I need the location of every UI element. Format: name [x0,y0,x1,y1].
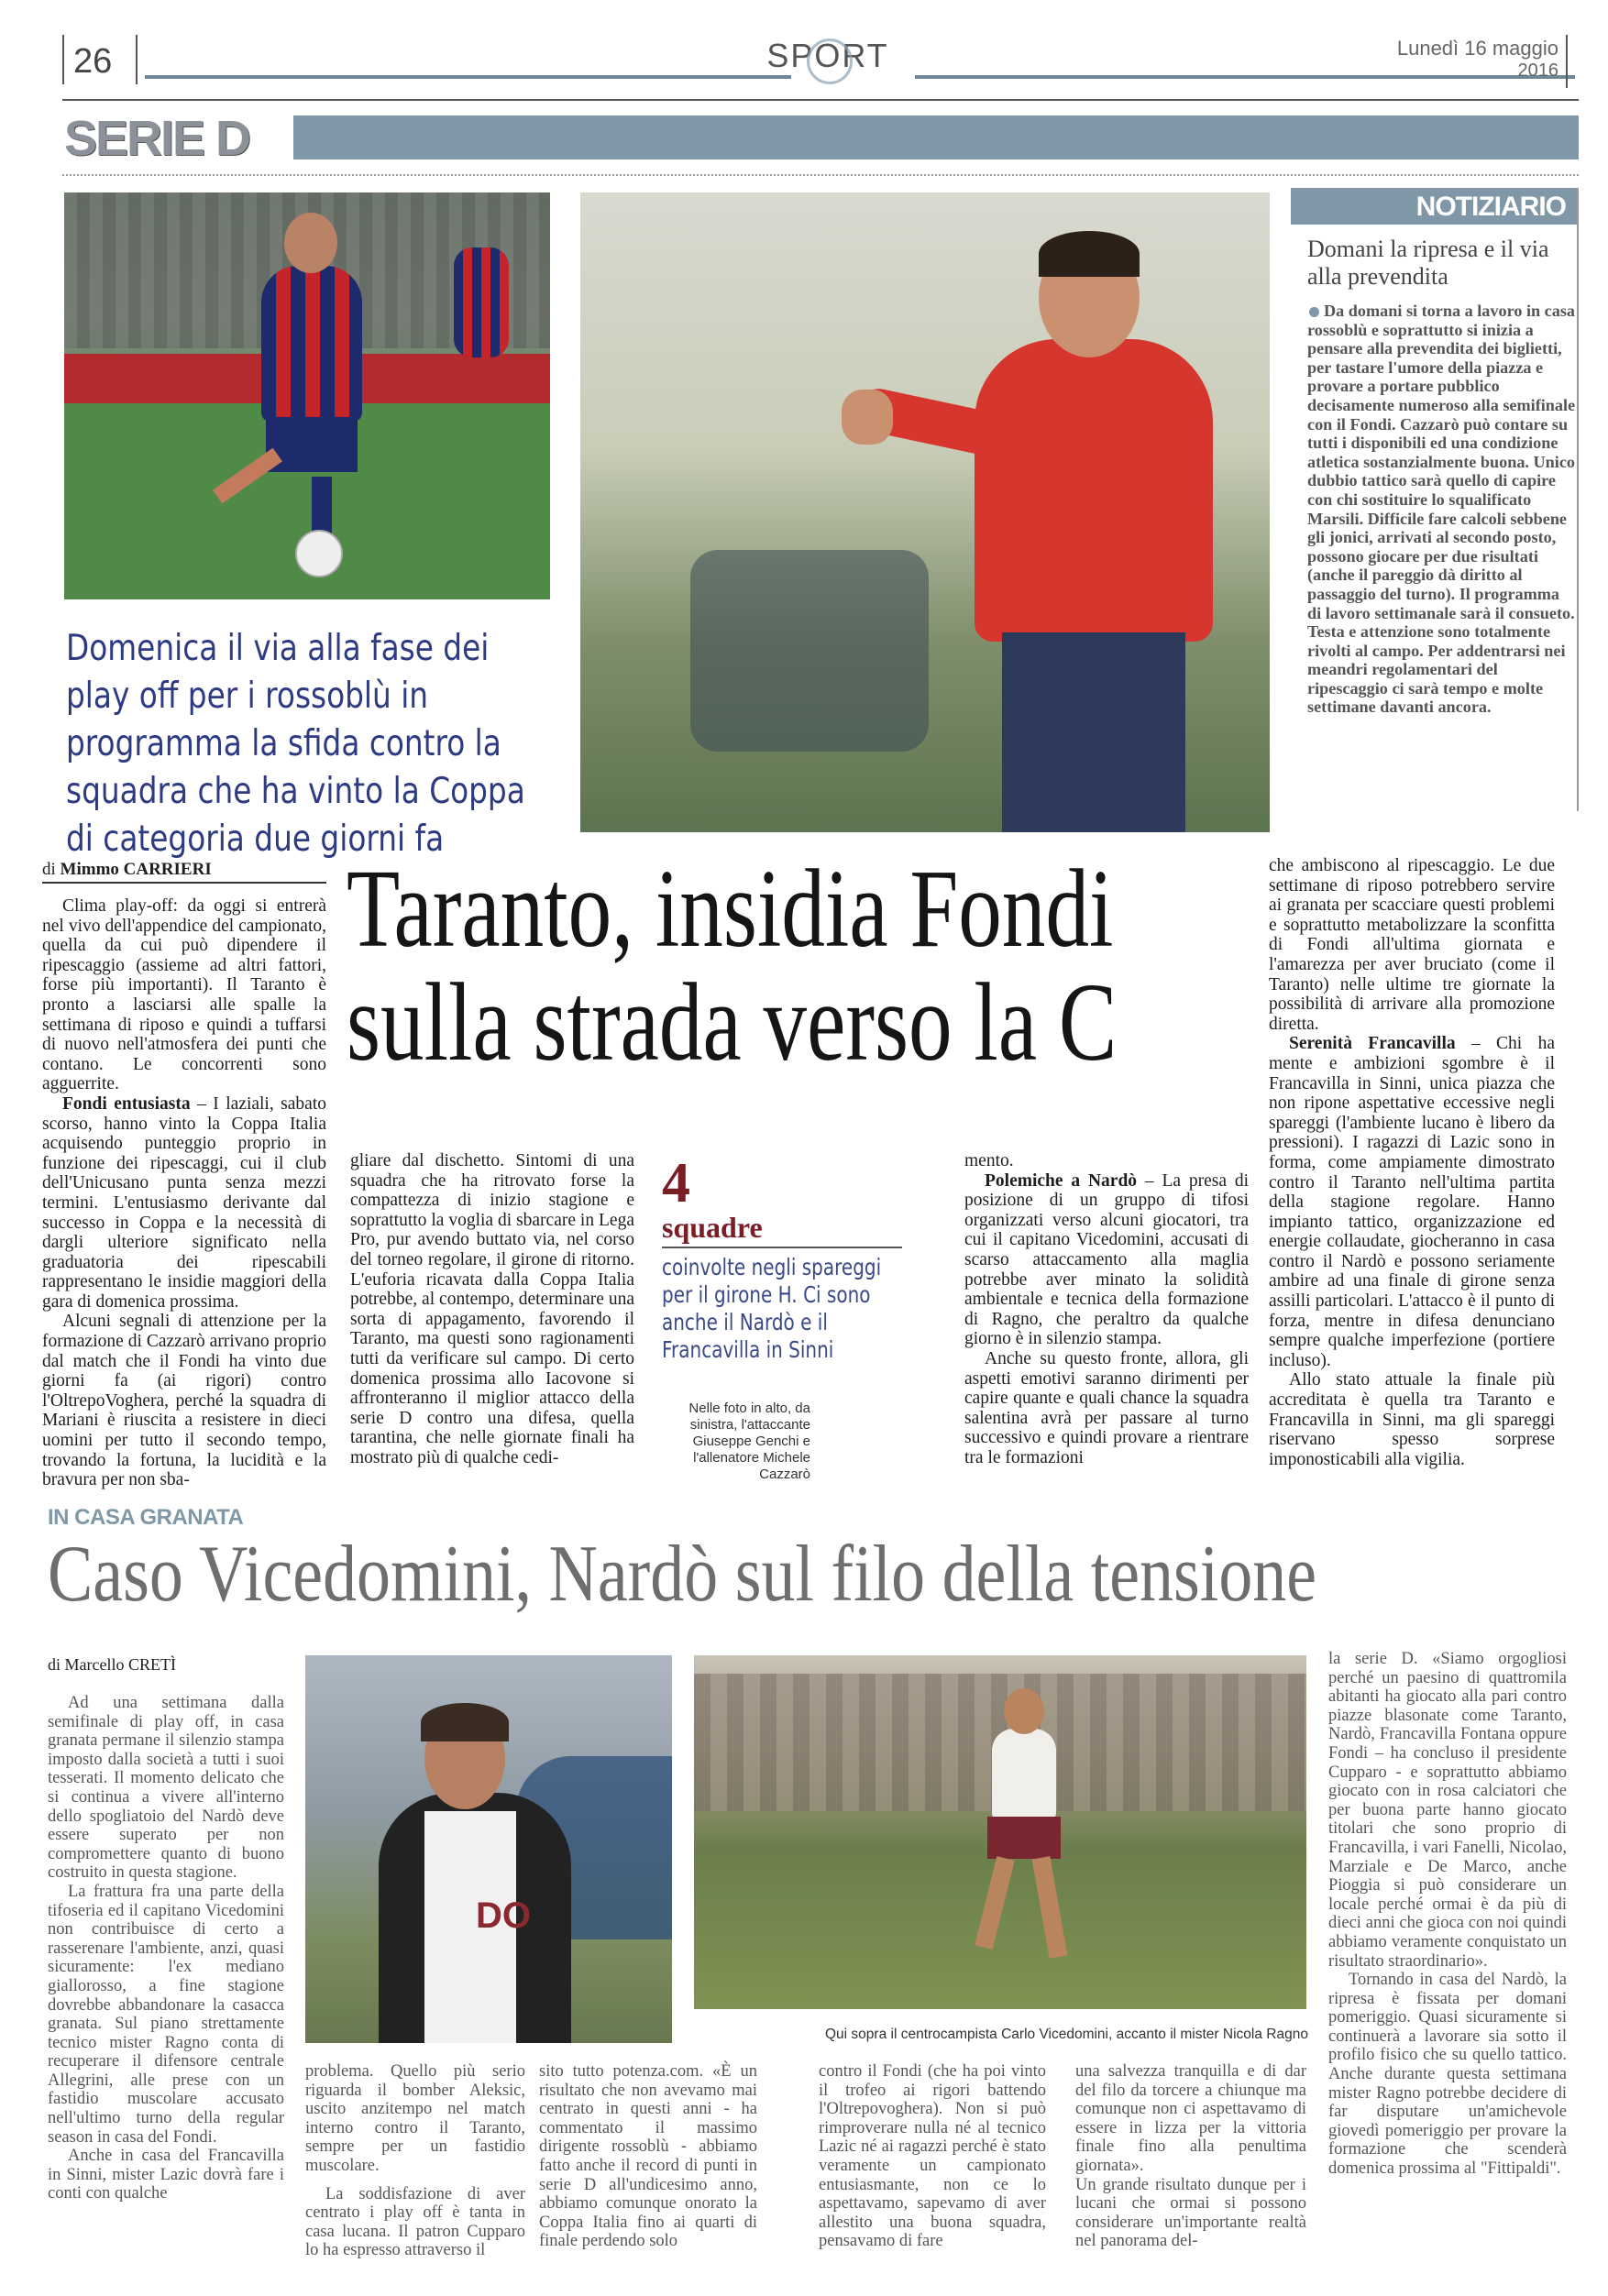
subhead-fondi: Fondi entusiasta [62,1093,191,1114]
vicedomini-leg-1 [975,1856,1015,1950]
header-rule-right [915,75,1575,79]
vicedomini-shirt [992,1729,1056,1820]
main-col4-para-2 [1269,1034,1555,1370]
teammate-figure [454,247,509,357]
notiziario-body: Da domani si torna a lavoro in casa rossoblù e soprattutto si inizia a pensare alla prevendita dei biglietti, per tastare l'umore della piazza e provare a portare pubblico decisamente numeroso alla semifinale con il Fondi. Cazzarò può contare su tutti i disponibili ed una condizione atletica sostanzialmente buona. Unico dubbio tattico sarà quello di capire con chi sostituire lo squalificato Marsili. Difficile fare calcoli sebbene gli jonici, arrivati al secondo posto, possono giocare per due risultati (anche il pareggio dà diritto al passaggio del turno). Il programma di lavoro settimanale sarà il consueto. Testa e attenzione sono totalmente rivolti al campo. Per addentrarsi nei meandri regolamentari del ripescaggio ci sarà tempo e molte settimane davanti ancora. [1307,302,1576,717]
header-rule-left [145,75,791,79]
notiziario-headline: Domani la ripresa e il via alla prevendita [1307,236,1549,290]
para-text: – La presa di posizione di un gruppo di tifosi organizzati verso alcuni giocatori, tra cui il capitano Vicedomini, accusati di scarso attaccamento alla maglia potrebbe aver minato la solidità ambientale e tecnica della formazione di Ragno, che peraltro da qualche giorno è in silenzio stampa. [964,1170,1249,1349]
para-text: mento. [964,1151,1014,1170]
byline-prefix: di [48,1655,61,1674]
header-divider [62,99,1579,101]
section-banner-bar [293,115,1579,159]
main-col-3 [964,1151,1249,1468]
main-headline: Taranto, insidia Fondi sulla strada verso la C [347,847,1118,1084]
second-col2-para-1: problema. Quello più serio riguarda il bomber Aleksic, uscito anzitempo nel match interno contro il Taranto, sempre per un fastidio muscolare. [305,2062,525,2175]
section-title: SPORT [766,37,889,74]
infobox-word: squadre [662,1211,763,1244]
vicedomini-leg-2 [1032,1856,1068,1959]
para-text: Anche su questo fronte, allora, gli aspetti emotivi saranno dirimenti per capire quante e quali chance la squadra salentina avrà per passare al turno successivo e quindi provare a rientrare tra le formazioni [964,1348,1249,1467]
notiziario-border [1577,188,1579,811]
player-genchi-shorts [266,417,358,472]
photo-ragno [305,1655,672,2043]
second-col-6 [1328,1650,1567,2179]
section-banner-label: SERIE D [64,111,250,166]
second-headline: Caso Vicedomini, Nardò sul filo della tensione [48,1530,1317,1619]
main-photo-caption: Nelle foto in alto, da sinistra, l'attaccante Giuseppe Genchi e l'allenatore Michele Cazzarò [688,1401,810,1482]
coach-hand [842,390,893,445]
photo-vicedomini [694,1655,1306,2009]
notiziario-box [1291,188,1579,811]
photo-cazzaro [580,192,1270,832]
main-col1-para-3 [42,1312,326,1489]
coach-hair [1039,231,1140,277]
main-byline [42,860,212,880]
byline-prefix: di [42,860,56,879]
para-text: – Chi ha mente e ambizioni sgombre è il Francavilla in Sinni, unica piazza che non ripone aspettative eccessive negli spareggi (l'ambiente lucano è libero da pressioni). I ragazzi di Lazic sono in forma, come ampiamente dimostrato contro il Taranto nell'ultima partita della stagione regolare. Hanno impianto tattico, organizzazione ed energie collaudate, giocheranno in casa contro il Nardò e possono seriamente ambire ad una finale di girone senza assilli particolari. L'attacco è il punto di forza, mentre in difesa denunciano sempre qualche imperfezione (portiere incluso). [1269,1034,1555,1370]
main-col1-para-2 [42,1094,326,1313]
coach-pants [1002,632,1185,832]
main-col-1 [42,896,326,1490]
subhead-serenita: Serenità Francavilla [1289,1034,1456,1054]
page-number: 26 [73,42,113,81]
section-logo-ring-icon [807,38,853,84]
main-col-4 [1269,856,1555,1469]
main-col4-para-3 [1269,1370,1555,1469]
para-text: Alcuni segnali di attenzione per la formazione di Cazzarò arrivano proprio dal match che il Fondi ha vinto due giorni fa (ai rigori) contro l'OltrepoVoghera, perché la squadra di Mariani è riuscita a resistere in dieci uomini per tutto il secondo tempo, trovando la fortuna, la lucidità e la bravura per non sba- [42,1312,326,1490]
byline-author: Marcello CRETÌ [64,1655,176,1674]
second-photo-caption: Qui sopra il centrocampista Carlo Vicedomini, accanto il mister Nicola Ragno [825,2027,1308,2042]
second-col-5: una salvezza tranquilla e di dar del filo da torcere a chiunque ma comunque non ci aspettavamo di essere in lizza per la vittoria finale fino alla penultima giornata». Un grande risultato dunque per i lucani che ormai si possono considerare un'importante realtà nel panorama del- [1075,2062,1306,2251]
second-col1-para-1: Ad una settimana dalla semifinale di play off, in casa granata permane il silenzio stampa imposto dalla società a tutti i suoi tesserati. Il momento delicato che si continua a vivere all'interno dello spogliatoio del Nardò deve essere superato per non compromettere quanto di buono costruito in questa stagione. [48,1694,284,1883]
second-col-1 [48,1694,284,2203]
second-col-4: contro il Fondi (che ha poi vinto il trofeo ai rigori battendo l'Oltrepovoghera). Non si può rimproverare nulla né al tecnico Lazic né ai ragazzi perché è stato veramente un campionato entusiasmante, non ce lo aspettavamo, sapevamo di aver allestito una buona squadra, pensavamo di fare [819,2062,1046,2251]
main-col3-para-2 [964,1171,1249,1349]
second-col-3: sito tutto potenza.com. «È un risultato che non avevamo mai centrato in questi anni - ha commentato il massimo dirigente rossoblù - abbiamo fatto anche il record di punti in serie D all'undicesimo anno, abbiamo comunque onorato la Coppa Italia fino ai quarti di finale perdendo solo [539,2062,757,2251]
para-text: che ambiscono al ripescaggio. Le due settimane di riposo potrebbero servire ai granata per scacciare questi problemi e soprattutto metabolizzare la sconfitta di Fondi all'ultima giornata e l'amarezza per aver bruciato (come il Taranto) nelle ultime tre giornate la possibilità di arrivare alla promozione diretta. [1269,856,1555,1034]
second-col6-para-2: Tornando in casa del Nardò, la ripresa è fissata per domani pomeriggio. Quasi sicuramente si continuerà a lavorare sia sotto il profilo fisico che su quello tattico. Anche durante questa settimana mister Ragno potrebbe decidere di far disputare un'amichevole giovedì pomeriggio per provare la formazione che scenderà domenica prossima al "Fittipaldi". [1328,1971,1567,2179]
para-text: Allo stato attuale la finale più accreditata è quella tra Taranto e Francavilla in Sinni, ma gli spareggi riservano spesso sorprese imponosticabili alla vigilia. [1269,1370,1555,1469]
banner-dotted-rule [62,174,1579,176]
date-box-rule [1566,35,1568,88]
vicedomini-shorts [987,1817,1061,1859]
second-col1-para-2: La frattura fra una parte della tifoseria ed il capitano Vicedomini non contribuisce di certo a rasserenare l'ambiente, anzi, quasi sicuramente: l'ex mediano giallorosso, a fine stagione dovrebbe abbandonare la casacca granata. Sul piano strettamente tecnico mister Ragno conta di recuperare il difensore centrale Allegrini, alle prese con un fastidio muscolare accusato nell'ultimo turno della regular season in casa del Fondi. [48,1882,284,2147]
ball [295,530,343,577]
ragno-hair [421,1703,509,1741]
main-col1-para-1 [42,896,326,1094]
coach-jacket [975,339,1213,642]
infobox [662,1152,955,1364]
player-genchi-head [284,213,337,273]
second-col6-para-1: la serie D. «Siamo orgogliosi perché un paesino di quattromila abitanti ha giocato alla pari contro piazze blasonate come Taranto, Nardò, Francavilla Fontana oppure Fondi – ha concluso il presidente Cupparo - e soprattutto abbiamo giocato con in rosa calciatori che per buona parte hanno giocato titolari che sono proprio di Francavilla, i vari Fanelli, Nicolao, Marziale e De Marco, anche Pioggia si può considerare un locale perché ormai è da più di dieci anni che gioca con noi quindi abbiamo veramente conquistato un risultato straordinario». [1328,1650,1567,1971]
second-kicker: IN CASA GRANATA [48,1505,244,1530]
main-col4-para-1 [1269,856,1555,1034]
infobox-text: coinvolte negli spareggi per il girone H. Ci sono anche il Nardò e il Francavilla in Sinni [662,1254,882,1363]
second-col1-para-3: Anche in casa del Francavilla in Sinni, mister Lazic dovrà fare i conti con qualche [48,2147,284,2203]
second-col2-para-2: La soddisfazione di aver centrato i play off è tanta in casa lucana. Il patron Cupparo lo ha espresso attraverso il [305,2184,525,2260]
photo-genchi [64,192,550,599]
second-byline [48,1655,176,1675]
vicedomini-head [1004,1688,1044,1734]
infobox-rule [662,1247,902,1248]
header-date: Lunedì 16 maggio [1396,37,1558,60]
main-col3-para-1 [964,1151,1249,1171]
byline-rule [42,882,326,884]
header-year: 2016 [1517,60,1558,81]
main-col-2: gliare dal dischetto. Sintomi di una squadra che ha ritrovato forse la compattezza di inizio stagione e soprattutto la voglia di sbarcare in Lega Pro, pur avendo buttato via, nel corso del torneo regolare, il girone di ritorno. L'euforia ricavata dalla Coppa Italia potrebbe, al contempo, determinare una sorta di appagamento, favorendo il Taranto, ma questi sono ragionamenti tutti da verificare sul campo. Di certo domenica prossima allo Iacovone si affronteranno il miglior attacco della serie D contro una difesa, quella tarantina, che nelle giornate finali ha mostrato più di qualche cedi- [350,1151,634,1467]
main-col3-para-3 [964,1349,1249,1468]
main-headline-box [347,847,1245,1084]
top-photo-caption: Domenica il via alla fase dei play off per i rossoblù in programma la sfida contro la squadra che ha vinto la Coppa di categoria due giorni fa [66,628,525,860]
para-text: – I laziali, sabato scorso, hanno vinto la Coppa Italia acquisendo punteggio proprio in funzione dei ripescaggi, cui il club dell'Unicusano punta senza mezzi termini. L'entusiasmo derivante dal successo in Coppa e la necessità di dargli ulteriore significato nella graduatoria dei ripescabili rappresentano le insidie maggiori della gara di domenica prossima. [42,1093,326,1312]
subhead-polemiche: Polemiche a Nardò [985,1170,1138,1191]
infobox-number: 4 [662,1152,690,1214]
page-header [62,35,1579,99]
byline-author: Mimmo CARRIERI [60,860,212,879]
second-col-2 [305,2062,525,2260]
para-text: Clima play-off: da oggi si entrerà nel vivo dell'appendice del campionato, quella da cui può dipendere il ripescaggio (assieme ad altri fattori, forse più importanti). Il Taranto è pronto a lasciarsi alle spalle la settimana di riposo e quindi a tuffarsi di nuovo nell'atmosfera dei punti che contano. Le concorrenti sono agguerrite. [42,896,326,1094]
player-genchi-shirt [261,266,362,422]
jersey-lettering: DO [476,1895,531,1936]
notiziario-label: NOTIZIARIO [1415,192,1566,222]
blurred-bench [690,550,929,752]
